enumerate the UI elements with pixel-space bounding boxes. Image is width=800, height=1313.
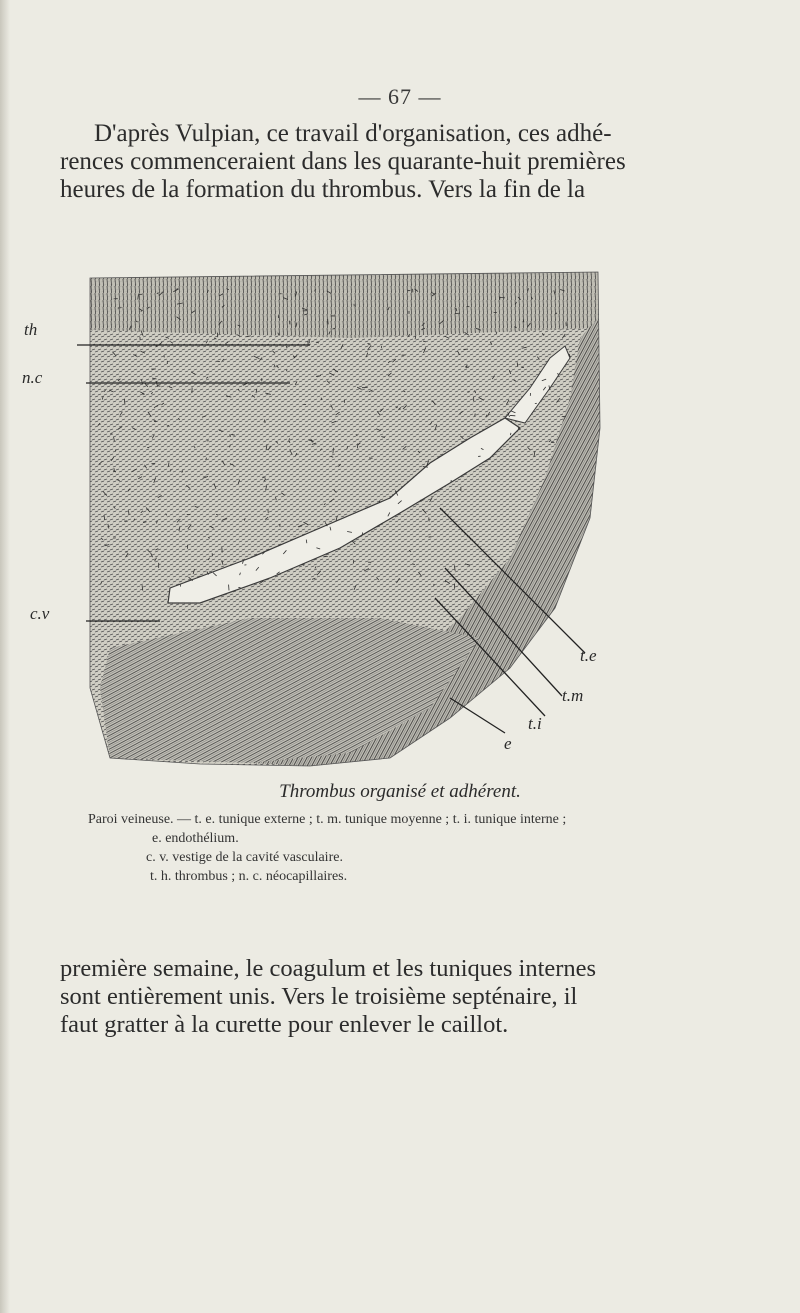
paragraph-top: [60, 120, 750, 204]
paragraph-line: rences commenceraient dans les quarante-huit premières: [60, 148, 626, 175]
cell-stipple: [455, 313, 460, 314]
cell-stipple: [217, 361, 220, 362]
figure-label-te: t.e: [580, 646, 597, 665]
cell-stipple: [170, 469, 171, 471]
figure-label-nc: n.c: [22, 368, 43, 387]
cell-stipple: [287, 369, 288, 371]
cell-stipple: [467, 392, 469, 393]
figure-label-cv: c.v: [30, 604, 50, 623]
legend-line: t. h. thrombus ; n. c. néocapillaires.: [150, 869, 348, 884]
paragraph-line: sont entièrement unis. Vers le troisième septénaire, il: [60, 983, 578, 1010]
paragraph-line: heures de la formation du thrombus. Vers la fin de la: [60, 176, 586, 203]
cell-stipple: [423, 341, 426, 342]
cell-stipple: [367, 344, 370, 345]
figure-label-tm: t.m: [562, 686, 584, 705]
figure-label-th: th: [24, 320, 38, 339]
figure-label-e: e: [504, 734, 512, 753]
legend-line: Paroi veineuse. — t. e. tunique externe ; t. m. tunique moyenne ; t. i. tunique interne ;: [88, 812, 567, 827]
upper-fibrous-band: [90, 272, 598, 338]
leader-line-e: [450, 698, 505, 733]
figure-caption-title: Thrombus organisé et adhérent.: [279, 781, 521, 802]
paragraph-line: faut gratter à la curette pour enlever le caillot.: [60, 1011, 509, 1038]
paragraph-bottom: [60, 955, 750, 1039]
tissue-section: [90, 272, 600, 766]
cell-stipple: [333, 448, 334, 454]
cell-stipple: [265, 420, 266, 424]
page-number: — 67 —: [358, 84, 442, 109]
cell-stipple: [475, 414, 476, 417]
lower-fibrous-band: [100, 618, 480, 763]
cell-stipple: [499, 297, 505, 298]
page-edge-shadow: [0, 0, 10, 1313]
cell-stipple: [328, 319, 329, 324]
figure-label-ti: t.i: [528, 714, 542, 733]
histology-drawing: [50, 258, 610, 774]
cell-stipple: [118, 308, 122, 309]
legend-line: e. endothélium.: [152, 831, 239, 846]
paragraph-line: première semaine, le coagulum et les tuniques internes: [60, 955, 597, 982]
figure-legend: [88, 810, 768, 886]
legend-line: c. v. vestige de la cavité vasculaire.: [146, 850, 343, 865]
thrombus-illustration: [22, 258, 610, 774]
paragraph-line: D'après Vulpian, ce travail d'organisation, ces adhé-: [94, 120, 612, 147]
cell-stipple: [357, 443, 358, 448]
